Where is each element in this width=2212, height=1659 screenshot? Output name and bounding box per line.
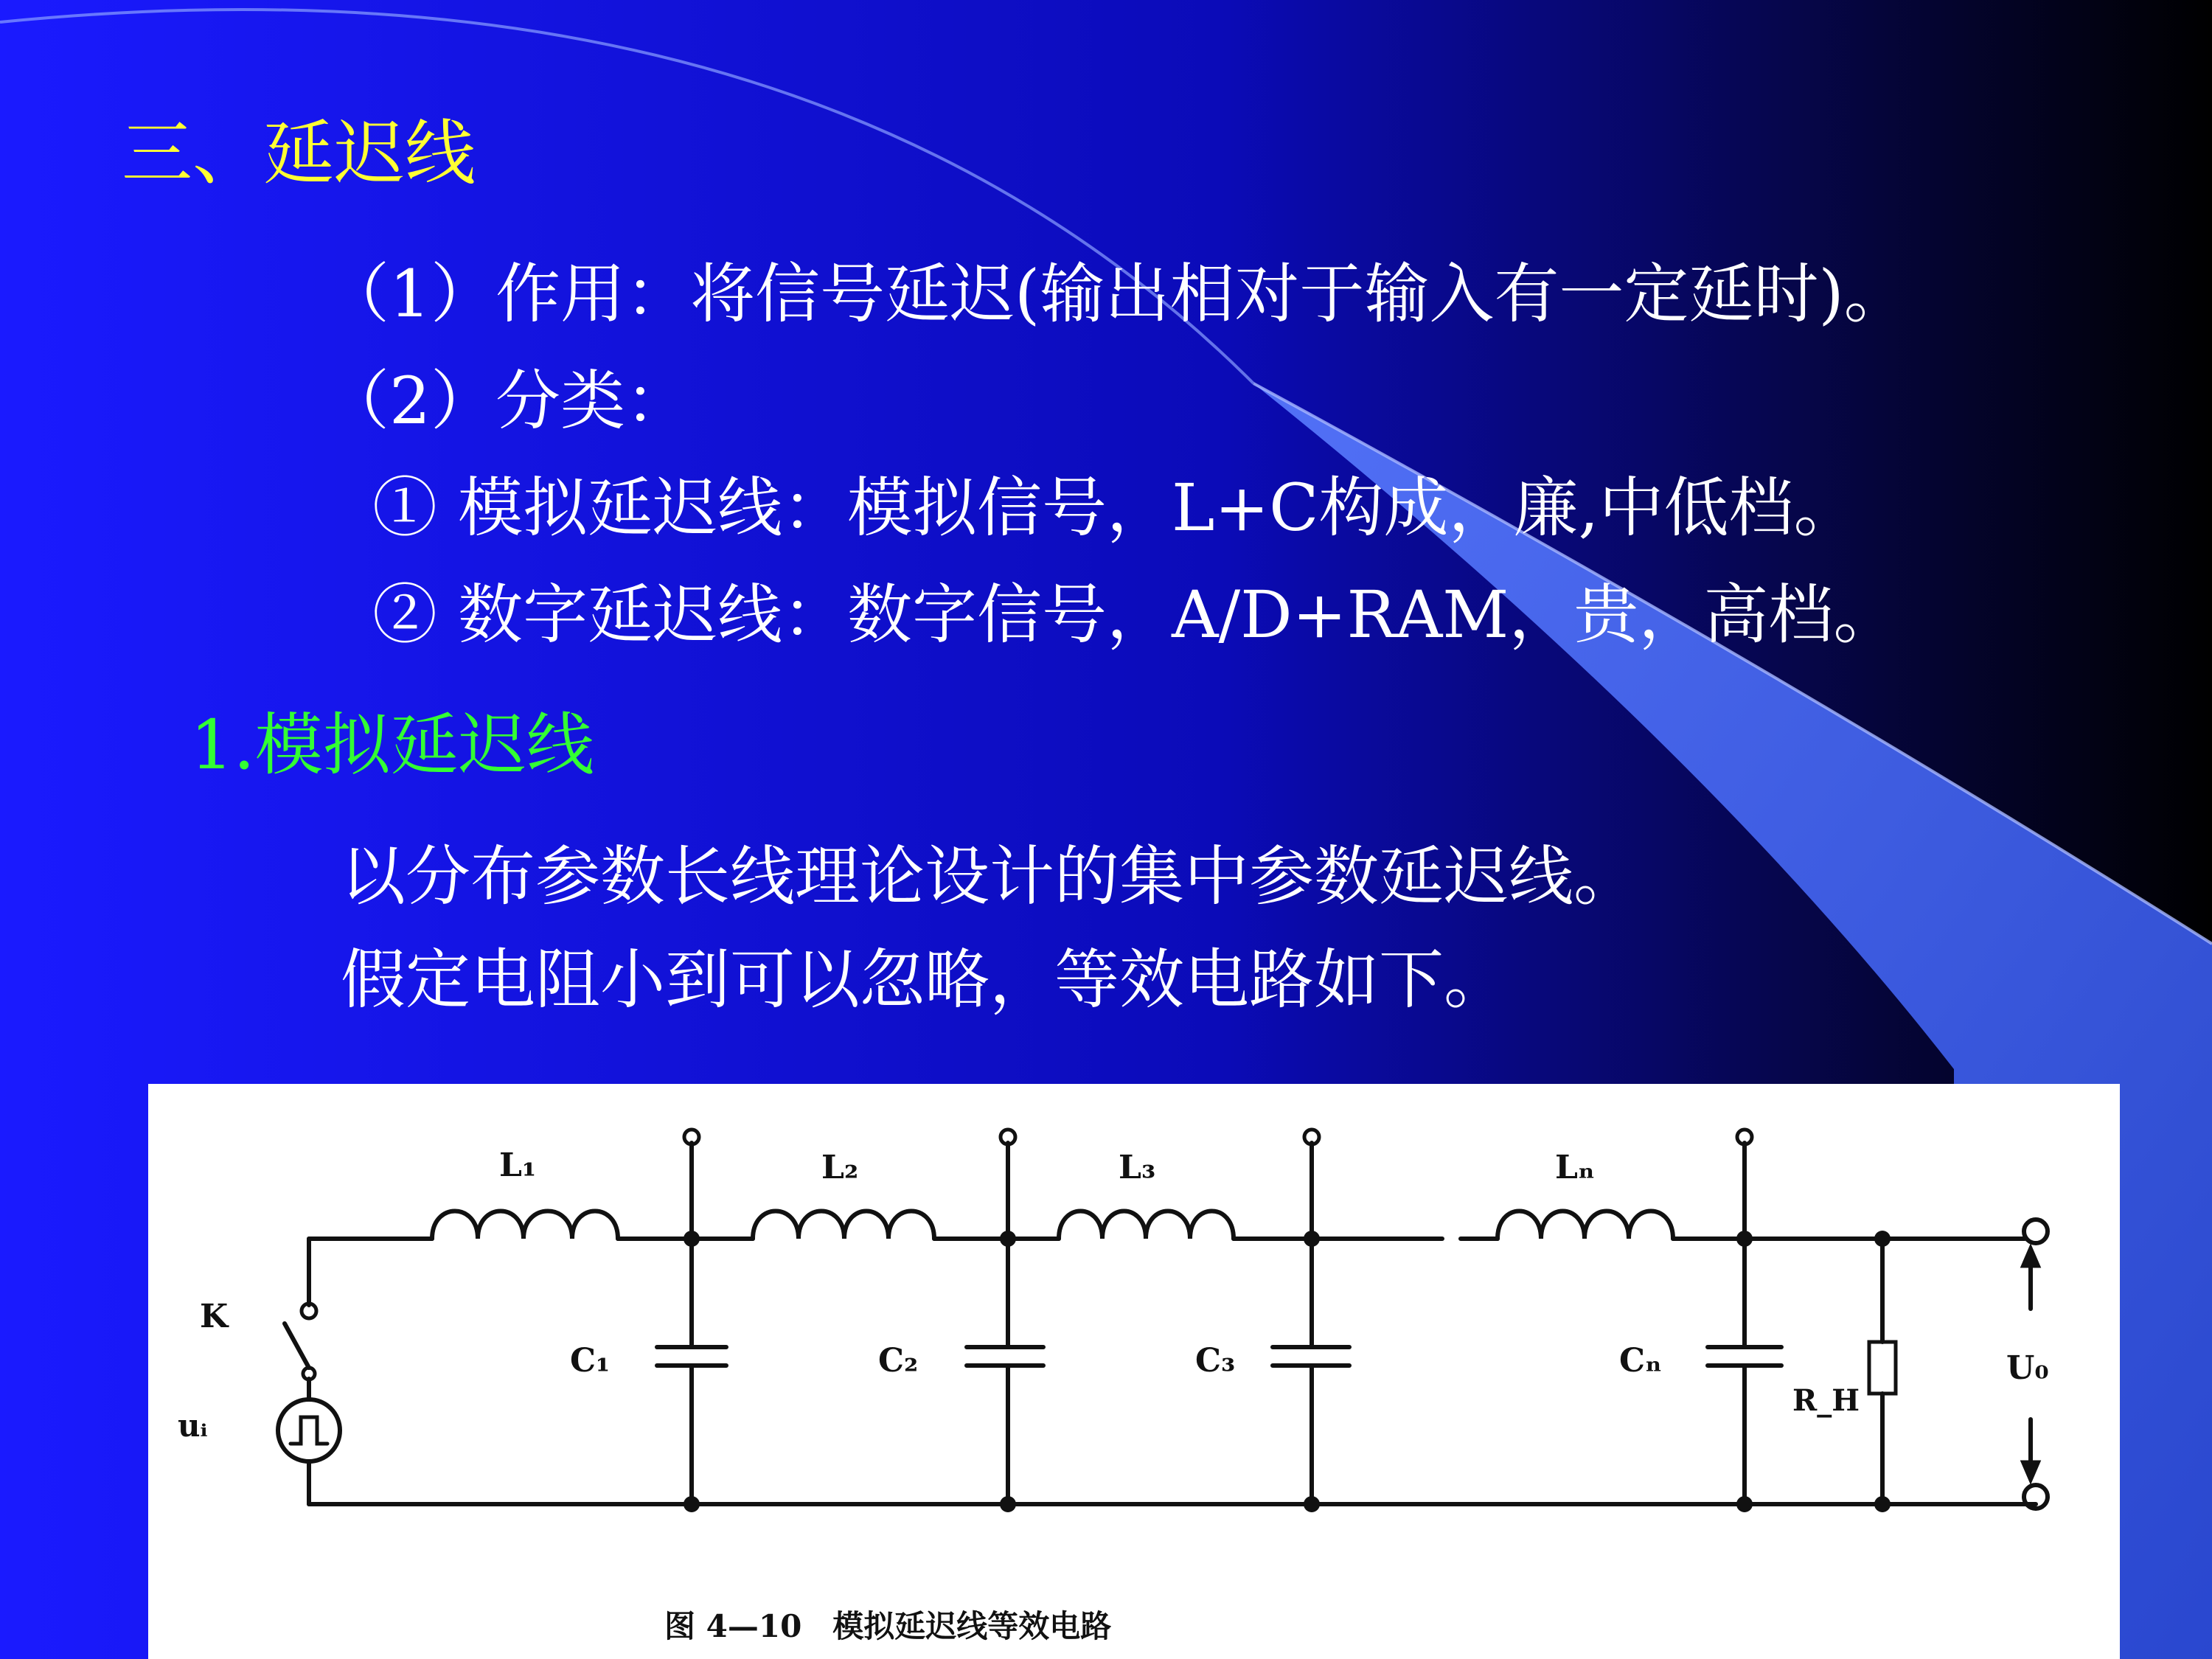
switch-k bbox=[285, 1324, 309, 1368]
label-l1: L₁ bbox=[499, 1147, 537, 1184]
line-digital-type: ② 数字延迟线：数字信号，A/D+RAM，贵，高档。 bbox=[372, 577, 1899, 653]
inductor-ln bbox=[1498, 1211, 1673, 1239]
label-ui: uᵢ bbox=[178, 1408, 208, 1444]
label-rh: R_H bbox=[1792, 1383, 1860, 1418]
junction-dots bbox=[684, 1231, 1891, 1512]
paragraph-line-2: 假定电阻小到可以忽略，等效电路如下。 bbox=[341, 942, 1509, 1018]
line-classification: （2）分类： bbox=[324, 363, 690, 439]
label-c1: C₁ bbox=[570, 1342, 611, 1380]
resistor-rh bbox=[1869, 1239, 1896, 1504]
figure-caption: 图 4—10 模拟延迟线等效电路 bbox=[664, 1608, 1112, 1644]
capacitor-cn bbox=[1708, 1143, 1781, 1504]
subheading-analog-delay-line: 1.模拟延迟线 bbox=[190, 706, 594, 785]
label-l3: L₃ bbox=[1119, 1149, 1156, 1186]
section-heading: 三、延迟线 bbox=[122, 112, 476, 195]
label-uo: U₀ bbox=[2006, 1349, 2049, 1387]
inductor-l3 bbox=[1059, 1211, 1234, 1239]
capacitor-c3 bbox=[1273, 1143, 1349, 1504]
signal-source bbox=[278, 1399, 340, 1461]
label-cn: Cₙ bbox=[1619, 1342, 1662, 1380]
pulse-symbol bbox=[291, 1417, 327, 1444]
line-analog-type: ① 模拟延迟线：模拟信号，L+C构成，廉,中低档。 bbox=[372, 470, 1859, 546]
paragraph-line-1: 以分布参数长线理论设计的集中参数延迟线。 bbox=[341, 838, 1639, 914]
label-c3: C₃ bbox=[1195, 1342, 1236, 1380]
label-k: K bbox=[200, 1298, 229, 1335]
capacitor-c2 bbox=[967, 1143, 1043, 1504]
inductor-l1 bbox=[432, 1211, 618, 1239]
label-l2: L₂ bbox=[821, 1149, 859, 1186]
circuit-figure bbox=[148, 1084, 2120, 1659]
label-c2: C₂ bbox=[878, 1342, 919, 1380]
line-purpose: （1）作用：将信号延迟(输出相对于输入有一定延时)。 bbox=[324, 256, 1909, 332]
capacitor-c1 bbox=[657, 1143, 726, 1504]
label-ln: Lₙ bbox=[1555, 1149, 1595, 1186]
circuit-diagram bbox=[148, 1084, 2120, 1659]
inductor-l2 bbox=[753, 1211, 934, 1239]
output-terminal-top bbox=[2024, 1220, 2048, 1243]
